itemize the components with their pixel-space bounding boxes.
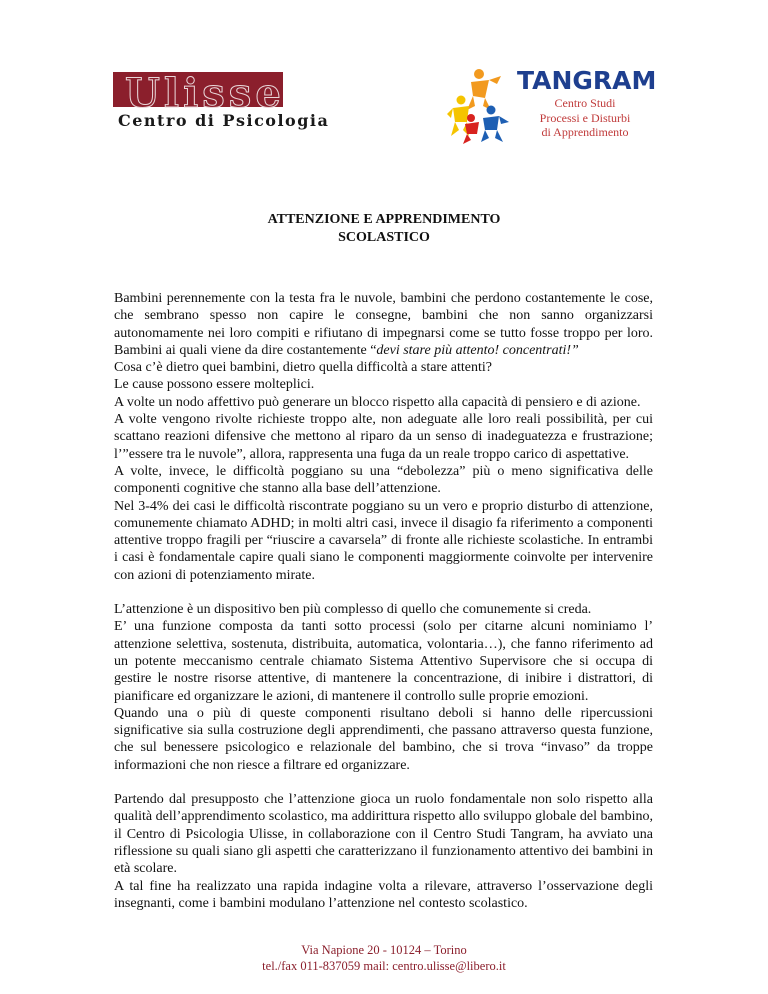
document-title xyxy=(0,211,768,247)
document-body xyxy=(114,290,653,912)
body-paragraph: A volte un nodo affettivo può generare un blocco rispetto alla capacità di pensiero e di azione. xyxy=(114,394,641,410)
body-paragraph: A volte vengono rivolte richieste troppo alte, non adeguate alle loro reali possibilità, per cui scattano reazioni difensive che mettono al riparo da un senso di inadeguatezza e frustrazione; l’”essere tra le nuvole”, allora, rappresenta una fuga da un reale troppo carico di aspettative. xyxy=(114,412,653,462)
tangram-logo-title: TANGRAM xyxy=(517,66,657,95)
footer-address: Via Napione 20 - 10124 – Torino xyxy=(301,943,467,957)
body-text: Bambini perennemente con la testa fra le nuvole, bambini che perdono costantemente le cose, che sembrano spesso non capire le consegne, bambini che non sanno organizzarsi autonomamente nei loro compiti e rifiutano di impegnarsi come se tutto fosse troppo per loro. Bambini ai quali viene da dire costantemente “ xyxy=(114,291,653,358)
body-paragraph: Nel 3-4% dei casi le difficoltà riscontrate poggiano su un vero e proprio disturbo di attenzione, comunemente chiamato ADHD; in molti altri casi, invece il disagio fa riferimento a componenti attentive troppo fragili per “riuscire a cavarsela” di fronte alle richieste scolastiche. In entrambi i casi è fondamentale capire quali siano le componenti maggiormente coinvolte per intervenire con azioni di potenziamento mirate. xyxy=(114,498,653,583)
body-paragraph: Quando una o più di queste componenti risultano deboli si hanno delle ripercussioni significative sia sulla costruzione degli apprendimenti, che passano attraverso questa funzione, che sul benessere psicologico e relazionale del bambino, che si trova “invaso” da troppe informazioni che non riesce a filtrare ed organizzare. xyxy=(114,705,653,773)
body-quote: devi stare più attento! concentrati!” xyxy=(376,342,579,358)
body-paragraph xyxy=(114,290,653,359)
body-paragraph: L’attenzione è un dispositivo ben più complesso di quello che comunemente si creda. xyxy=(114,602,592,618)
ulisse-logo xyxy=(113,70,330,132)
body-paragraph: Partendo dal presupposto che l’attenzione gioca un ruolo fondamentale non solo rispetto alla qualità dell’apprendimento scolastico, ma addirittura rispetto allo sviluppo globale del bambino, il Centro di Psicologia Ulisse, in collaborazione con il Centro Studi Tangram, ha avviato una riflessione su quali siano gli aspetti che caratterizzano il funzionamento attentivo dei bambini in età scolare. xyxy=(114,792,653,877)
footer-contact: tel./fax 011-837059 mail: centro.ulisse@libero.it xyxy=(262,959,506,973)
document-title-line: ATTENZIONE E APPRENDIMENTO xyxy=(267,212,501,227)
ulisse-logo-wordmark: Ulisse xyxy=(125,70,285,117)
tangram-subtitle-line: Processi e Disturbi xyxy=(539,110,631,125)
body-paragraph: Cosa c’è dietro quei bambini, dietro quella difficoltà a stare attenti? xyxy=(114,360,492,376)
document-title-line: SCOLASTICO xyxy=(338,230,430,245)
body-paragraph: A tal fine ha realizzato una rapida indagine volta a rilevare, attraverso l’osservazione degli insegnanti, come i bambini modulano l’attenzione nel contesto scolastico. xyxy=(114,878,653,911)
tangram-logo-subtitle xyxy=(527,96,643,140)
tangram-figures-icon xyxy=(445,66,515,144)
body-paragraph: Le cause possono essere molteplici. xyxy=(114,377,315,393)
ulisse-logo-subtitle: Centro di Psicologia xyxy=(118,111,330,130)
tangram-subtitle-line: Centro Studi xyxy=(554,96,616,110)
page-footer xyxy=(0,942,768,974)
body-paragraph: A volte, invece, le difficoltà poggiano su una “debolezza” più o meno significativa delle componenti cognitive che stanno alla base dell’attenzione. xyxy=(114,463,653,497)
tangram-logo xyxy=(445,62,655,152)
body-paragraph: E’ una funzione composta da tanti sotto processi (solo per citarne alcuni nominiamo l’ attenzione selettiva, sostenuta, distribuita, automatica, volontaria…), che fanno riferimento ad un potente meccanismo centrale chiamato Sistema Attentivo Supervisore che si occupa di gestire le nostre risorse attentive, di mantenere la concentrazione, di inibire i distrattori, di pianificare ed organizzare le azioni, di mantenere il controllo sulle proprie emozioni. xyxy=(114,619,653,704)
tangram-subtitle-line: di Apprendimento xyxy=(541,125,629,139)
